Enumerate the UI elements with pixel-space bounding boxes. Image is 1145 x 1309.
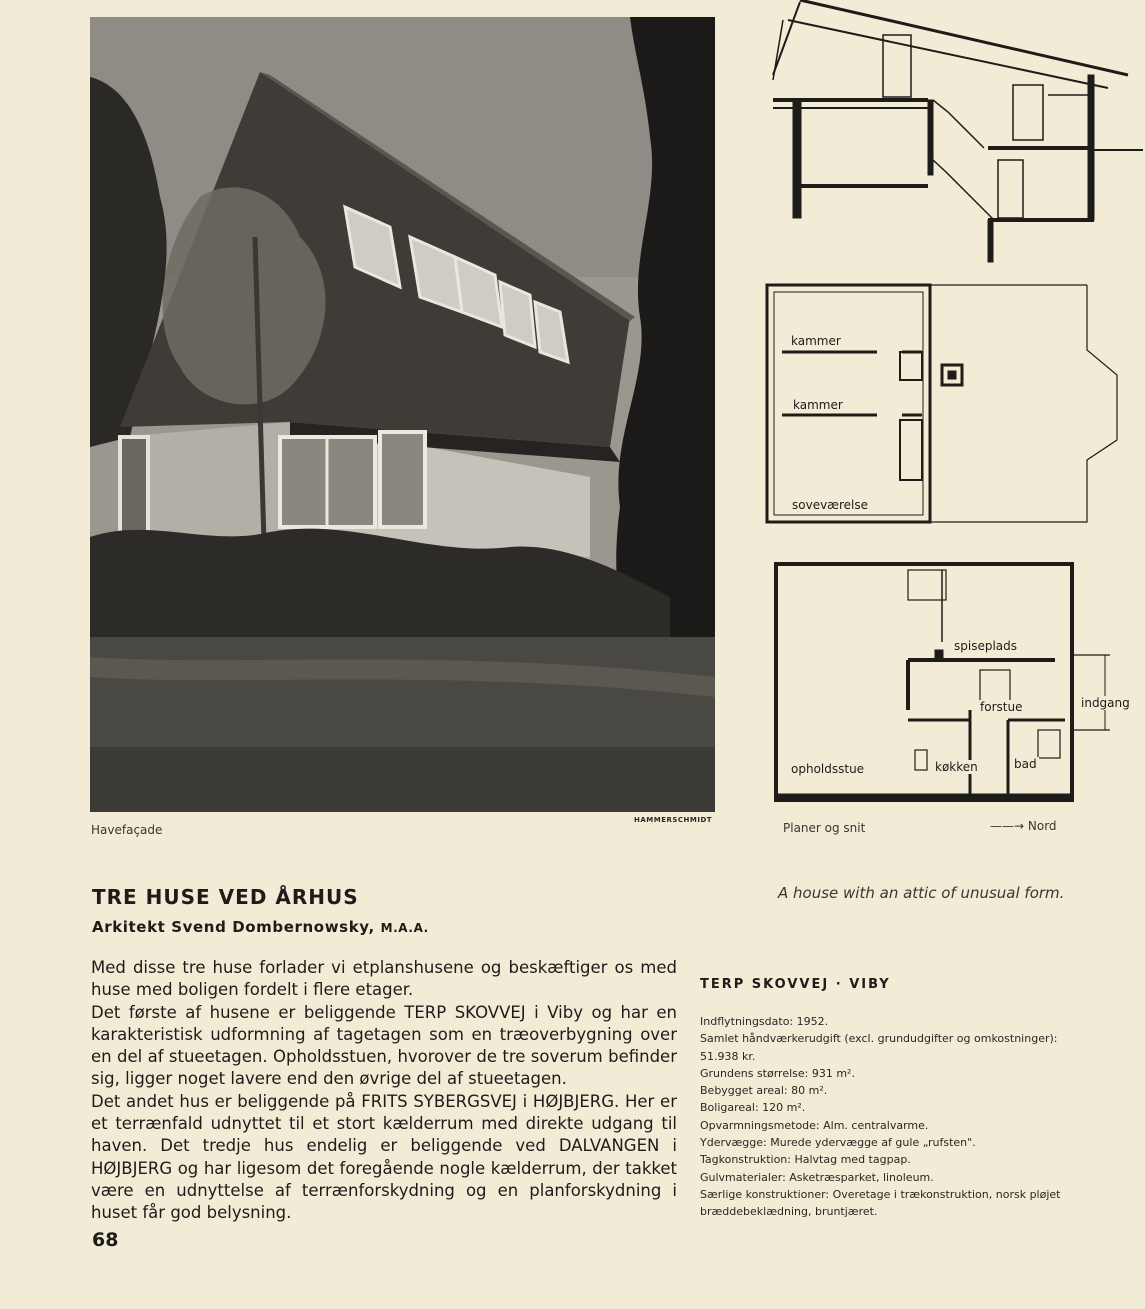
paragraph: Med disse tre huse forlader vi etplanshusene og beskæftiger os med huse med boligen fordelt i flere etager.: [91, 958, 677, 1000]
fact-line: Bebygget areal: 80 m².: [700, 1084, 828, 1098]
upper-floor-plan: [762, 280, 1132, 525]
room-label-indgang: indgang: [1081, 696, 1130, 710]
page-number: 68: [92, 1229, 119, 1251]
english-subtitle: A house with an attic of unusual form.: [778, 884, 1065, 902]
house-photo: [90, 17, 715, 812]
fact-line: Ydervægge: Murede ydervægge af gule „rufsten".: [700, 1136, 976, 1150]
north-indicator: [990, 819, 1057, 833]
architect-suffix: M.A.A.: [380, 921, 429, 935]
architect-name: Arkitekt Svend Dombernowsky,: [92, 918, 375, 936]
fact-line: Boligareal: 120 m².: [700, 1101, 806, 1115]
article-title: TRE HUSE VED ÅRHUS: [92, 885, 359, 909]
fact-line: Samlet håndværkerudgift (excl. grundudgifter og omkostninger): 51.938 kr.: [700, 1032, 1058, 1063]
paragraph: Det første af husene er beliggende TERP SKOVVEJ i Viby og har en karakteristisk udformning af tagetagen som en træoverbygning over en del af stueetagen. Opholdsstuen, hvorover de tre soverum befinder sig, ligger noget lavere end den øvrige del af stueetagen.: [91, 1002, 677, 1089]
fact-line: Tagkonstruktion: Halvtag med tagpap.: [700, 1153, 911, 1167]
section-drawing: [748, 0, 1143, 265]
room-label-opholdsstue: opholdsstue: [791, 762, 865, 776]
room-label-sovevaerelse: soveværelse: [792, 498, 868, 512]
room-label-forstue: forstue: [980, 700, 1023, 714]
photo-caption: Havefaçade: [91, 823, 163, 837]
architect-line: [92, 918, 429, 936]
article-body: [91, 957, 677, 1225]
photo-credit: HAMMERSCHMIDT: [634, 816, 713, 824]
room-label-bad: bad: [1014, 757, 1037, 771]
room-label-kokken: køkken: [935, 760, 978, 774]
fact-line: Grundens størrelse: 931 m².: [700, 1066, 855, 1080]
fact-line: Opvarmningsmetode: Alm. centralvarme.: [700, 1118, 929, 1132]
north-label: Nord: [1027, 819, 1057, 833]
room-label-spiseplads: spiseplads: [954, 639, 1018, 653]
facts-title: TERP SKOVVEJ · VIBY: [700, 977, 891, 992]
room-label-kammer-1: kammer: [791, 334, 841, 348]
facts-list: [700, 1013, 1078, 1221]
fact-line: Gulvmaterialer: Asketræsparket, linoleum.: [700, 1170, 934, 1184]
drawings-caption: Planer og snit: [783, 821, 866, 835]
ground-floor-plan: [770, 560, 1145, 810]
paragraph: Det andet hus er beliggende på FRITS SYBERGSVEJ i HØJBJERG. Her er et terrænfald udnyttet til et stort kælderrum med direkte udgang til haven. Det tredje hus endelig er beliggende ved DALVANGEN i HØJBJERG og har ligesom det foregående nogle kælderrum, der takket være en udnyttelse af terrænforskydning og en planforskydning i huset får god belysning.: [91, 1091, 677, 1223]
fact-line: Særlige konstruktioner: Overetage i trækonstruktion, norsk pløjet bræddebeklædning, bruntjæret.: [700, 1187, 1061, 1219]
fact-line: Indflytningsdato: 1952.: [700, 1015, 829, 1028]
north-arrow: ——→: [990, 819, 1025, 833]
room-label-kammer-2: kammer: [793, 398, 843, 412]
